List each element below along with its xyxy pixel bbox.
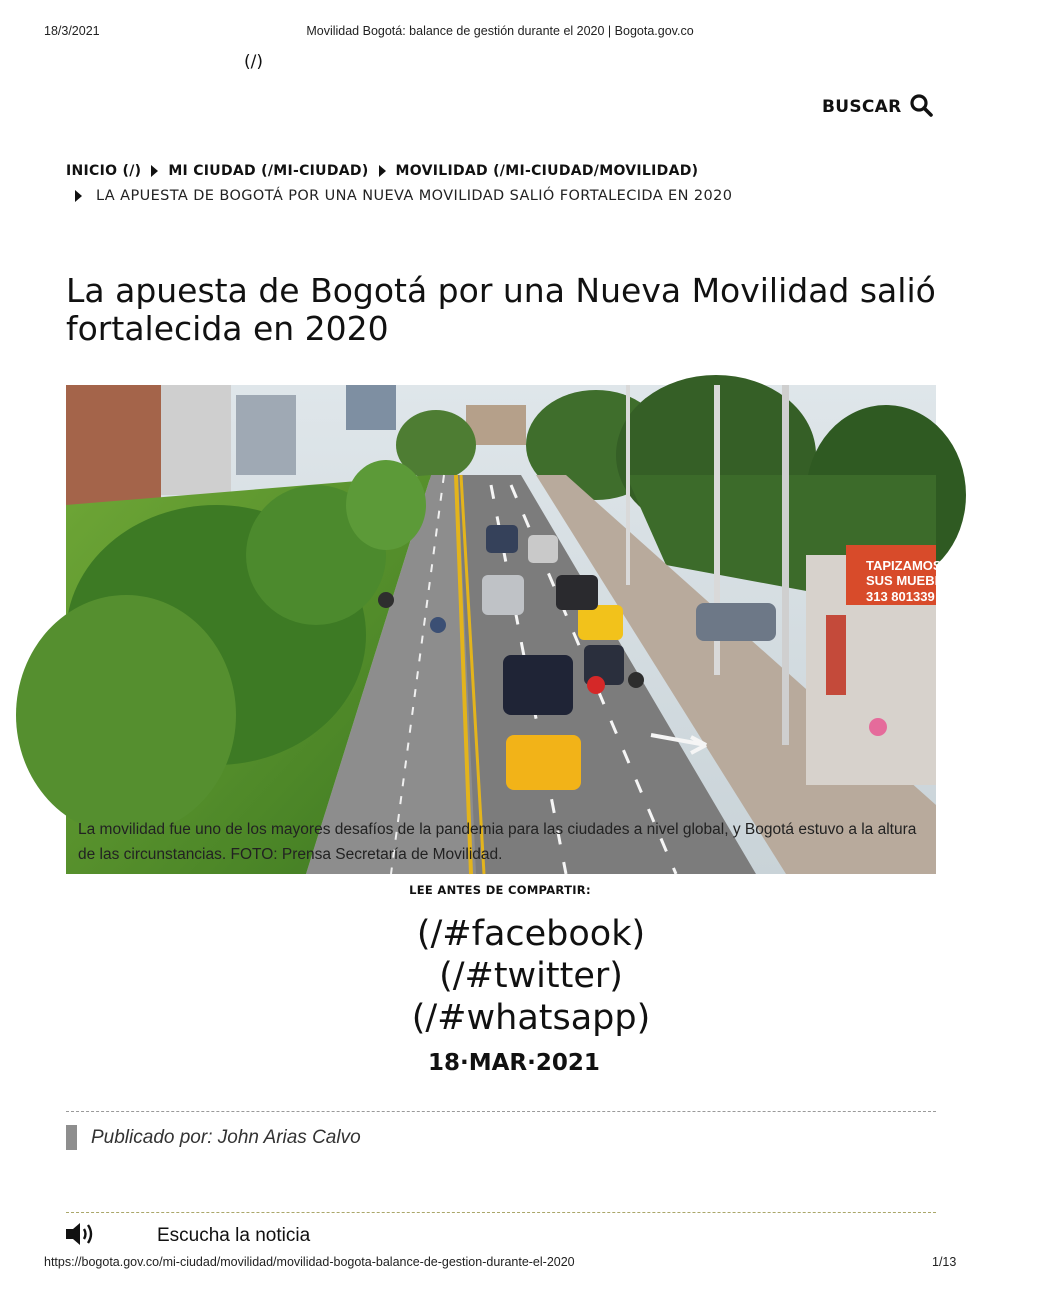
share-whatsapp-link[interactable]: (/#whatsapp) [411,998,651,1038]
caret-right-icon [151,165,158,177]
listen-button[interactable]: Escucha la noticia [157,1225,311,1246]
speaker-icon[interactable] [64,1221,96,1251]
publish-date: 18·MAR·2021 [428,1050,600,1076]
caret-right-icon [379,165,386,177]
page-title: La apuesta de Bogotá por una Nueva Movilidad salió fortalecida en 2020 [66,271,936,348]
svg-text:TAPIZAMOS: TAPIZAMOS [866,558,942,573]
divider [66,1212,936,1213]
share-facebook-link[interactable]: (/#facebook) [416,914,646,954]
breadcrumb-inicio[interactable]: INICIO (/) [66,163,142,179]
breadcrumb [66,163,732,204]
svg-text:313 801339: 313 801339 [866,589,935,604]
search-button[interactable] [822,93,933,121]
print-page-title: Movilidad Bogotá: balance de gestión durante el 2020 | Bogota.gov.co [306,24,694,38]
share-twitter-link[interactable]: (/#twitter) [439,956,623,996]
breadcrumb-mi-ciudad[interactable]: MI CIUDAD (/MI-CIUDAD) [168,163,369,179]
caret-right-icon [75,190,82,202]
author-marker [66,1125,77,1150]
image-caption: La movilidad fue uno de los mayores desafíos de la pandemia para las ciudades a nivel global, y Bogotá estuvo a la altura de las circunstancias. FOTO: Prensa Secretaría de Movilidad. [78,821,917,863]
svg-text:SUS MUEBLE: SUS MUEBLE [866,573,952,588]
search-icon [909,93,933,121]
divider [66,1111,936,1112]
breadcrumb-current: LA APUESTA DE BOGOTÁ POR UNA NUEVA MOVILIDAD SALIÓ FORTALECIDA EN 2020 [96,188,733,204]
hero-image [66,385,952,874]
print-date: 18/3/2021 [44,24,100,38]
author-byline: Publicado por: John Arias Calvo [91,1127,361,1148]
breadcrumb-movilidad[interactable]: MOVILIDAD (/MI-CIUDAD/MOVILIDAD) [395,163,699,179]
share-heading: LEE ANTES DE COMPARTIR: [409,883,591,897]
print-page-number: 1/13 [932,1255,957,1269]
home-link[interactable]: (/) [244,52,263,72]
search-label: BUSCAR [822,97,902,117]
print-url: https://bogota.gov.co/mi-ciudad/movilidad/movilidad-bogota-balance-de-gestion-durante-el-2020 [44,1255,575,1269]
